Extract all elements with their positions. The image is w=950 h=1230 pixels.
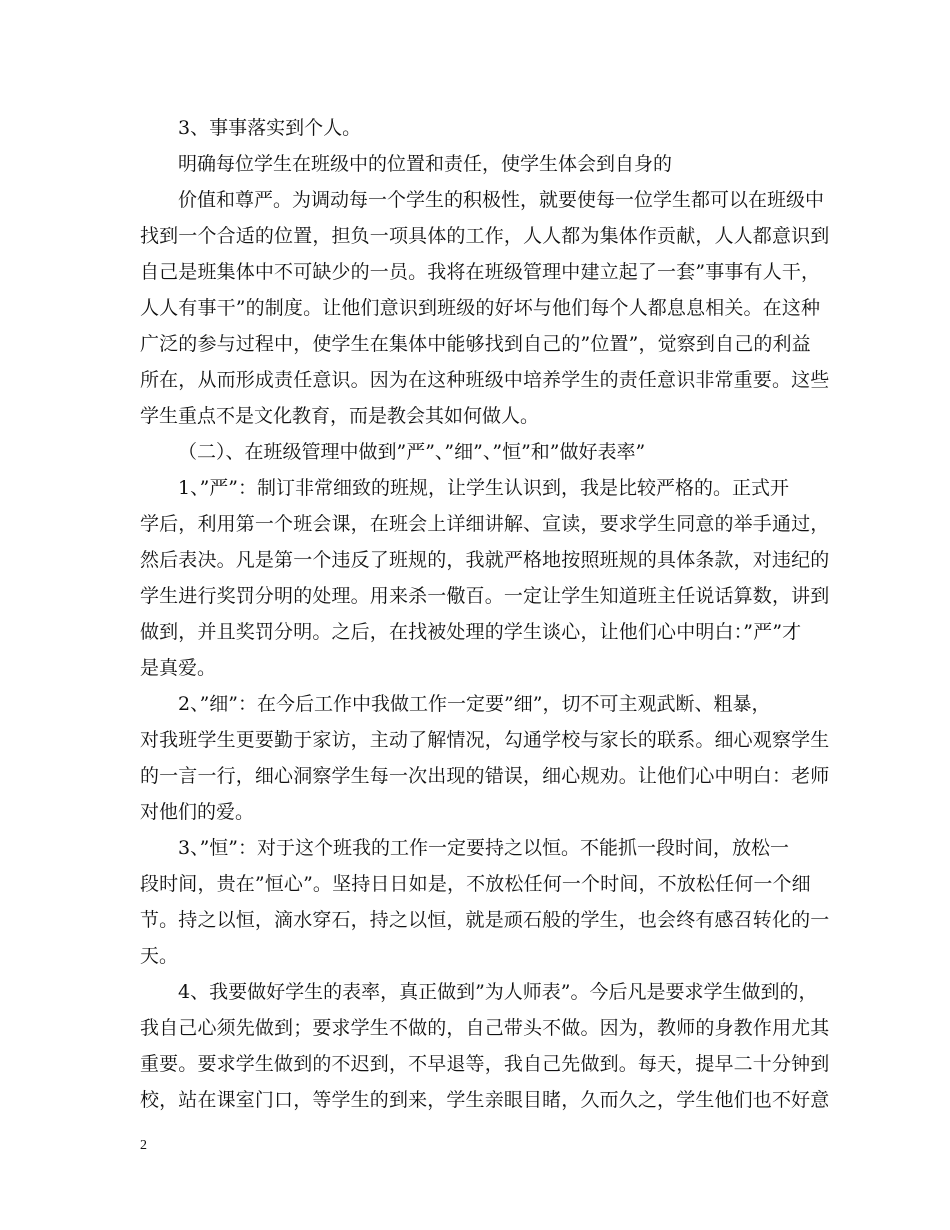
text-line: 重要。要求学生做到的不迟到，不早退等，我自己先做到。每天，提早二十分钟到 [140, 1053, 830, 1075]
text-line: 广泛的参与过程中，使学生在集体中能够找到自己的”位置”，觉察到自己的利益 [140, 333, 811, 355]
text-line: 对我班学生更要勤于家访，主动了解情况，勾通学校与家长的联系。细心观察学生 [140, 729, 830, 751]
text-line: 的一言一行，细心洞察学生每一次出现的错误，细心规劝。让他们心中明白：老师 [140, 765, 830, 787]
text-line: 校，站在课室门口，等学生的到来，学生亲眼目睹，久而久之，学生他们也不好意 [140, 1089, 830, 1111]
text-line: 学生重点不是文化教育，而是教会其如何做人。 [140, 405, 540, 427]
text-line: 人人有事干”的制度。让他们意识到班级的好坏与他们每个人都息息相关。在这种 [140, 297, 821, 319]
text-line: 对他们的爱。 [140, 801, 255, 823]
text-line: 所在，从而形成责任意识。因为在这种班级中培养学生的责任意识非常重要。这些 [140, 369, 830, 391]
text-line: 1、”严”：制订非常细致的班规，让学生认识到，我是比较严格的。正式开 [178, 477, 790, 499]
text-line: 4、我要做好学生的表率，真正做到”为人师表”。今后凡是要求学生做到的， [178, 981, 818, 1003]
text-line: 找到一个合适的位置，担负一项具体的工作，人人都为集体作贡献，人人都意识到 [140, 225, 830, 247]
text-line: 天。 [140, 945, 179, 967]
text-line: 我自己心须先做到；要求学生不做的，自己带头不做。因为，教师的身教作用尤其 [140, 1017, 830, 1039]
text-line: 段时间，贵在”恒心”。坚持日日如是，不放松任何一个时间，不放松任何一个细 [140, 873, 811, 895]
page-number: 2 [140, 1138, 147, 1153]
text-line: 3、事事落实到个人。 [178, 117, 362, 139]
text-line: 节。持之以恒，滴水穿石，持之以恒，就是顽石般的学生，也会终有感召转化的一 [140, 909, 830, 931]
text-line: 价值和尊严。为调动每一个学生的积极性，就要使每一位学生都可以在班级中 [178, 189, 825, 211]
text-line: 自己是班集体中不可缺少的一员。我将在班级管理中建立起了一套”事事有人干， [140, 261, 821, 283]
text-line: 3、”恒”：对于这个班我的工作一定要持之以恒。不能抓一段时间，放松一 [178, 837, 790, 859]
text-line: 学后，利用第一个班会课，在班会上详细讲解、宣读，要求学生同意的举手通过， [140, 513, 830, 535]
text-line: 然后表决。凡是第一个违反了班规的，我就严格地按照班规的具体条款，对违纪的 [140, 549, 830, 571]
text-line: 明确每位学生在班级中的位置和责任，使学生体会到自身的 [178, 153, 673, 175]
text-line: 是真爱。 [140, 657, 217, 679]
text-line: 2、”细”：在今后工作中我做工作一定要”细”，切不可主观武断、粗暴， [178, 693, 771, 715]
section-heading: （二）、在班级管理中做到”严”、”细”、”恒”和”做好表率” [178, 441, 646, 463]
text-line: 做到，并且奖罚分明。之后，在找被处理的学生谈心，让他们心中明白：”严”才 [140, 621, 802, 643]
text-line: 学生进行奖罚分明的处理。用来杀一儆百。一定让学生知道班主任说话算数，讲到 [140, 585, 830, 607]
